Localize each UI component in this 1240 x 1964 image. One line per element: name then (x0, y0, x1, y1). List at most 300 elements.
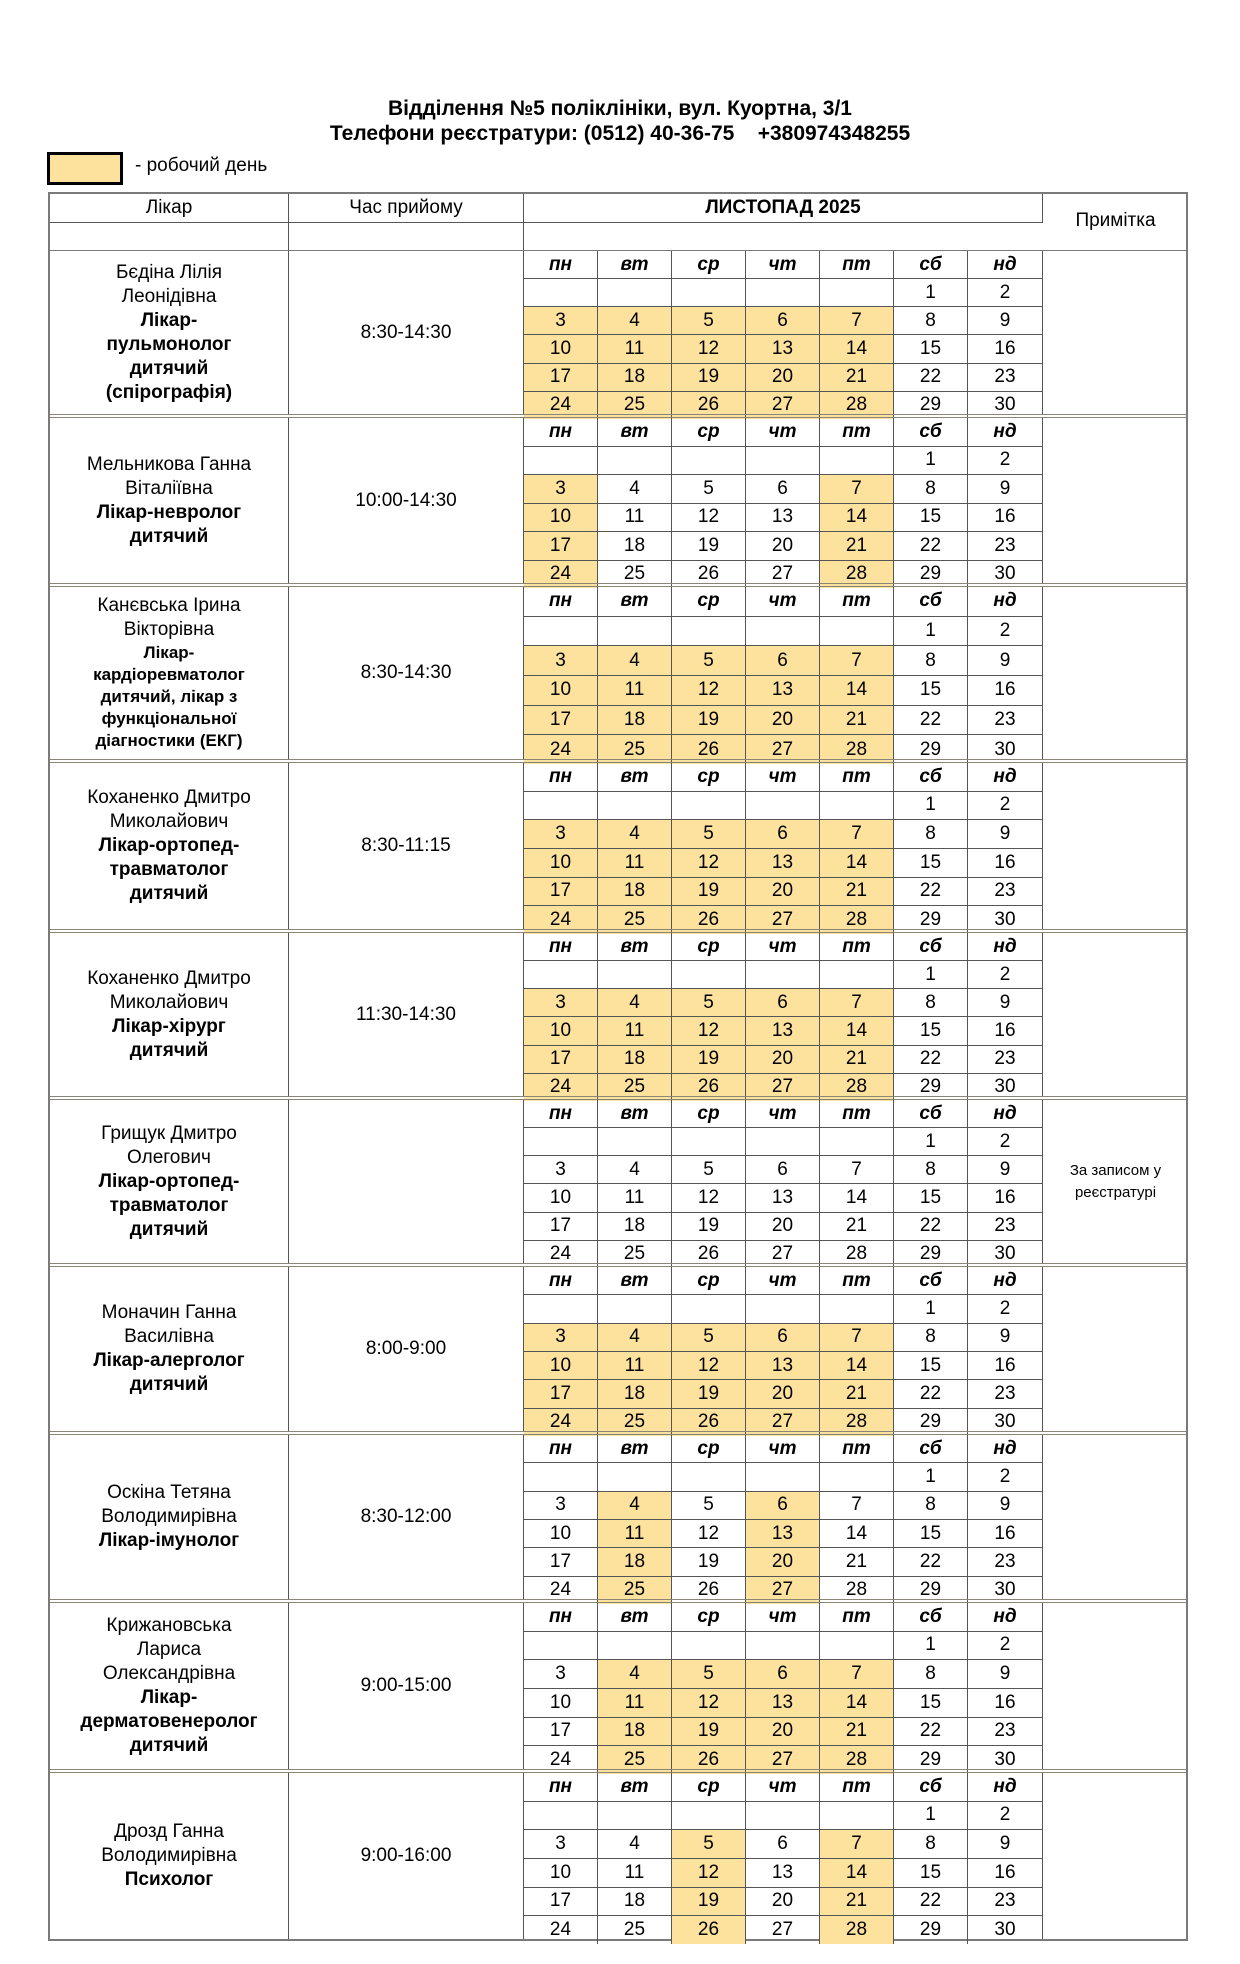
day-cell: 27 (746, 1577, 820, 1604)
doctor-specialty: (спірографія) (105, 381, 233, 403)
day-cell: 14 (820, 1859, 894, 1887)
doctor-specialty: Лікар- (140, 309, 198, 331)
day-cell: 5 (672, 1156, 746, 1183)
day-cell: 30 (994, 1243, 1016, 1265)
doctor-name: Мельникова Ганна (86, 453, 252, 475)
day-cell: 21 (820, 1046, 894, 1073)
doctor-name: Грищук Дмитро (101, 1122, 237, 1144)
day-cell: 29 (894, 1577, 968, 1604)
day-cell: 5 (672, 820, 746, 848)
month-calendar (524, 763, 1043, 929)
day-cell: 2 (999, 1297, 1011, 1319)
day-cell (672, 961, 746, 988)
day-cell: 19 (672, 1046, 746, 1073)
doctor-specialty: Лікар-невролог (96, 501, 242, 523)
day-cell (672, 279, 746, 306)
day-cell: 24 (524, 1241, 598, 1268)
day-cell: 20 (746, 1046, 820, 1073)
day-cell: 27 (746, 1746, 820, 1774)
doctor-name: Коханенко Дмитро (87, 787, 251, 808)
day-cell: 19 (672, 1888, 746, 1916)
day-cell: 27 (746, 1241, 820, 1268)
day-cell: 23 (994, 1215, 1016, 1237)
note-cell (1043, 1435, 1188, 1599)
doctor-specialty: кардіоревматолог (93, 665, 245, 684)
note-cell: За записом у реєстратурі (1069, 1161, 1162, 1201)
doctor-name: Василівна (124, 1326, 214, 1347)
doctor-specialty: дитячий (129, 1039, 209, 1061)
day-cell: 21 (820, 364, 894, 391)
day-cell: 3 (524, 820, 598, 848)
day-cell: 19 (672, 532, 746, 560)
day-cell (746, 1802, 820, 1830)
week-row (524, 1463, 1042, 1491)
day-cell (524, 279, 598, 306)
weekday-label: ср (672, 251, 746, 278)
day-cell: 28 (820, 561, 894, 589)
week-row (524, 1295, 1042, 1323)
day-cell: 25 (598, 1241, 672, 1268)
day-cell: 11 (598, 676, 672, 705)
day-cell: 26 (672, 1916, 746, 1944)
weekday-label: чт (746, 763, 820, 791)
weekday-row (524, 1603, 1042, 1632)
reception-time: 8:30-11:15 (289, 763, 524, 929)
day-cell: 22 (894, 1046, 968, 1073)
day-cell: 4 (598, 1156, 672, 1183)
day-cell: 27 (746, 1074, 820, 1101)
weekday-row (524, 1267, 1042, 1295)
day-cell: 24 (524, 1746, 598, 1774)
day-cell: 25 (598, 735, 672, 764)
doctor-block (50, 759, 1186, 929)
week-row (524, 1888, 1042, 1917)
day-cell: 17 (524, 1718, 598, 1746)
schedule-table (48, 192, 1188, 1941)
day-cell: 9 (999, 1833, 1011, 1855)
weekday-label: чт (746, 251, 820, 278)
weekday-label: ср (672, 1100, 746, 1127)
day-cell: 21 (820, 1213, 894, 1240)
day-cell: 21 (820, 1380, 894, 1407)
day-cell: 12 (672, 1520, 746, 1547)
day-cell: 14 (820, 1184, 894, 1211)
day-cell: 11 (598, 1520, 672, 1547)
week-row (524, 792, 1042, 821)
day-cell: 2 (999, 449, 1011, 471)
week-row (524, 1352, 1042, 1380)
doctor-cell (50, 1100, 289, 1263)
doctor-specialty: Лікар-алерголог (93, 1350, 245, 1371)
day-cell: 23 (994, 1550, 1016, 1572)
day-cell: 15 (894, 1689, 968, 1717)
reception-time: 11:30-14:30 (289, 933, 524, 1096)
day-cell: 25 (598, 1746, 672, 1774)
day-cell (746, 447, 820, 475)
weekday-label: ср (672, 933, 746, 960)
weekday-label: пн (524, 1603, 598, 1631)
day-cell: 26 (672, 561, 746, 589)
day-cell: 15 (894, 849, 968, 877)
day-cell: 7 (820, 475, 894, 503)
day-cell: 25 (598, 1577, 672, 1604)
day-cell: 6 (746, 1156, 820, 1183)
day-cell: 19 (672, 1213, 746, 1240)
weekday-row (524, 1100, 1042, 1128)
day-cell: 10 (524, 1859, 598, 1887)
day-cell: 7 (820, 989, 894, 1016)
week-row (524, 1324, 1042, 1352)
day-cell (746, 279, 820, 306)
day-cell: 16 (994, 506, 1016, 528)
day-cell: 4 (598, 1324, 672, 1351)
doctor-specialty: травматолог (109, 859, 229, 880)
day-cell: 18 (598, 1380, 672, 1407)
weekday-label: сб (894, 1435, 968, 1462)
day-cell: 20 (746, 1888, 820, 1916)
doctor-block (50, 583, 1186, 759)
note-cell (1043, 763, 1188, 929)
day-cell: 7 (820, 1324, 894, 1351)
weekday-label: пт (820, 251, 894, 278)
day-cell: 18 (598, 532, 672, 560)
day-cell: 14 (820, 504, 894, 532)
day-cell: 28 (820, 735, 894, 764)
day-cell: 23 (994, 366, 1016, 388)
day-cell: 6 (746, 646, 820, 675)
doctor-specialty: Лікар-імунолог (98, 1530, 240, 1551)
day-cell: 26 (672, 392, 746, 419)
weekday-row (524, 933, 1042, 961)
day-cell: 13 (746, 335, 820, 362)
week-row (524, 1520, 1042, 1548)
day-cell: 26 (672, 735, 746, 764)
doctor-name: Коханенко Дмитро (87, 967, 251, 989)
day-cell: 27 (746, 1409, 820, 1436)
doctor-specialty: діагностики (ЕКГ) (95, 731, 243, 750)
day-cell: 24 (524, 392, 598, 419)
doctor-cell (50, 1603, 289, 1769)
doctor-specialty: Лікар- (143, 643, 195, 662)
weekday-label: нд (993, 765, 1017, 787)
week-row (524, 1830, 1042, 1859)
day-cell: 7 (820, 1156, 894, 1183)
week-row (524, 475, 1042, 504)
day-cell: 3 (524, 1324, 598, 1351)
doctor-specialty: функціональної (101, 709, 237, 728)
day-cell: 4 (598, 1830, 672, 1858)
day-cell: 16 (994, 1522, 1016, 1544)
doctor-cell (50, 1773, 289, 1939)
day-cell: 25 (598, 1916, 672, 1944)
doctor-cell (50, 587, 289, 759)
day-cell: 6 (746, 307, 820, 334)
day-cell: 30 (994, 1579, 1016, 1601)
day-cell: 23 (994, 708, 1016, 730)
day-cell: 1 (894, 617, 968, 646)
day-cell: 29 (894, 735, 968, 764)
day-cell: 12 (672, 676, 746, 705)
doctor-name: Вікторівна (123, 619, 215, 640)
day-cell: 15 (894, 1520, 968, 1547)
doctor-specialty: дитячий (129, 883, 209, 904)
day-cell: 8 (894, 1156, 968, 1183)
day-cell: 20 (746, 878, 820, 906)
day-cell: 24 (524, 735, 598, 764)
day-cell: 18 (598, 1718, 672, 1746)
weekday-label: вт (598, 1267, 672, 1294)
day-cell: 5 (672, 646, 746, 675)
weekday-label: ср (672, 418, 746, 446)
weekday-label: нд (993, 1269, 1017, 1291)
week-row (524, 820, 1042, 849)
week-row (524, 1184, 1042, 1212)
day-cell: 14 (820, 335, 894, 362)
day-cell (820, 961, 894, 988)
day-cell: 12 (672, 849, 746, 877)
day-cell: 4 (598, 989, 672, 1016)
legend-label: - робочий день (135, 155, 268, 176)
day-cell: 20 (746, 364, 820, 391)
day-cell: 6 (746, 1660, 820, 1688)
weekday-row (524, 251, 1042, 279)
day-cell: 7 (820, 1660, 894, 1688)
day-cell (598, 792, 672, 820)
day-cell: 9 (999, 991, 1011, 1013)
day-cell: 12 (672, 1017, 746, 1044)
day-cell: 28 (820, 906, 894, 934)
day-cell: 12 (672, 1352, 746, 1379)
note-cell (1043, 251, 1188, 414)
week-row (524, 646, 1042, 676)
header-month: ЛИСТОПАД 2025 (524, 194, 1043, 223)
weekday-label: сб (894, 933, 968, 960)
week-row (524, 1128, 1042, 1156)
day-cell: 1 (894, 447, 968, 475)
day-cell: 12 (672, 1859, 746, 1887)
day-cell (820, 1463, 894, 1490)
day-cell: 1 (894, 1802, 968, 1830)
day-cell: 15 (894, 504, 968, 532)
day-cell: 14 (820, 1352, 894, 1379)
week-row (524, 1689, 1042, 1718)
doctor-cell (50, 1267, 289, 1431)
day-cell: 26 (672, 1409, 746, 1436)
weekday-label: сб (894, 418, 968, 446)
day-cell: 24 (524, 1916, 598, 1944)
week-row (524, 447, 1042, 476)
reception-time: 10:00-14:30 (289, 418, 524, 583)
day-cell: 23 (994, 1890, 1016, 1912)
note-cell (1043, 1603, 1188, 1769)
doctor-blocks (50, 251, 1186, 1939)
doctor-specialty: дитячий (129, 357, 209, 379)
day-cell: 27 (746, 906, 820, 934)
day-cell: 8 (894, 1324, 968, 1351)
week-row (524, 1660, 1042, 1689)
day-cell: 11 (598, 1184, 672, 1211)
day-cell (820, 1128, 894, 1155)
day-cell: 28 (820, 1241, 894, 1268)
day-cell: 3 (524, 989, 598, 1016)
month-calendar (524, 933, 1043, 1096)
day-cell (820, 447, 894, 475)
day-cell (672, 1632, 746, 1660)
day-cell (746, 961, 820, 988)
doctor-name: Оскіна Тетяна (107, 1482, 231, 1503)
reception-time: 8:30-14:30 (289, 587, 524, 759)
day-cell: 15 (894, 1184, 968, 1211)
weekday-label: вт (598, 933, 672, 960)
week-row (524, 1492, 1042, 1520)
day-cell: 17 (524, 1548, 598, 1575)
month-calendar (524, 1603, 1043, 1769)
day-cell (820, 279, 894, 306)
day-cell: 24 (524, 1577, 598, 1604)
day-cell (524, 961, 598, 988)
doctor-block (50, 1263, 1186, 1431)
week-row (524, 961, 1042, 989)
doctor-specialty: дитячий (129, 525, 209, 547)
day-cell (746, 792, 820, 820)
day-cell (524, 792, 598, 820)
day-cell: 27 (746, 392, 820, 419)
doctor-specialty: Психолог (124, 1869, 214, 1890)
weekday-label: пт (820, 418, 894, 446)
day-cell: 20 (746, 1548, 820, 1575)
day-cell: 20 (746, 1380, 820, 1407)
day-cell: 16 (994, 1691, 1016, 1713)
day-cell: 21 (820, 1718, 894, 1746)
day-cell: 18 (598, 1213, 672, 1240)
day-cell (820, 617, 894, 646)
day-cell: 6 (746, 475, 820, 503)
day-cell: 11 (598, 504, 672, 532)
day-cell: 2 (999, 1634, 1011, 1656)
month-calendar (524, 1435, 1043, 1599)
day-cell: 1 (894, 1295, 968, 1322)
weekday-label: чт (746, 1435, 820, 1462)
day-cell (746, 1463, 820, 1490)
day-cell: 15 (894, 1859, 968, 1887)
day-cell: 10 (524, 1352, 598, 1379)
day-cell: 14 (820, 849, 894, 877)
day-cell: 11 (598, 1859, 672, 1887)
day-cell: 3 (524, 1492, 598, 1519)
day-cell (524, 1295, 598, 1322)
day-cell: 6 (746, 1492, 820, 1519)
day-cell: 3 (524, 1660, 598, 1688)
doctor-name: Бєдіна Лілія (115, 261, 223, 283)
doctor-specialty: дитячий (129, 1374, 209, 1395)
doctor-block (50, 1769, 1186, 1939)
weekday-row (524, 587, 1042, 617)
day-cell: 24 (524, 1409, 598, 1436)
day-cell (820, 1295, 894, 1322)
day-cell: 30 (994, 1749, 1016, 1771)
day-cell: 19 (672, 706, 746, 735)
day-cell: 28 (820, 1577, 894, 1604)
header-spacer (50, 223, 289, 250)
day-cell: 5 (672, 307, 746, 334)
weekday-label: вт (598, 1773, 672, 1801)
day-cell: 23 (994, 534, 1016, 556)
week-row (524, 617, 1042, 647)
day-cell: 30 (994, 1076, 1016, 1098)
day-cell: 26 (672, 1074, 746, 1101)
day-cell: 10 (524, 1184, 598, 1211)
day-cell: 19 (672, 1718, 746, 1746)
day-cell: 13 (746, 1184, 820, 1211)
day-cell: 9 (999, 477, 1011, 499)
day-cell: 19 (672, 1548, 746, 1575)
day-cell: 3 (524, 1830, 598, 1858)
week-row (524, 307, 1042, 335)
weekday-label: сб (894, 1773, 968, 1801)
day-cell: 1 (894, 1128, 968, 1155)
day-cell: 13 (746, 676, 820, 705)
day-cell: 16 (994, 851, 1016, 873)
day-cell: 2 (999, 1804, 1011, 1826)
day-cell: 28 (820, 1409, 894, 1436)
day-cell: 21 (820, 878, 894, 906)
day-cell: 20 (746, 1718, 820, 1746)
day-cell (598, 961, 672, 988)
day-cell: 7 (820, 1830, 894, 1858)
day-cell: 5 (672, 1492, 746, 1519)
day-cell: 22 (894, 532, 968, 560)
week-row (524, 849, 1042, 878)
doctor-specialty: пульмонолог (106, 333, 232, 355)
day-cell: 6 (746, 820, 820, 848)
doctor-name: Володимирівна (101, 1506, 237, 1527)
reception-time (289, 1100, 524, 1263)
day-cell: 8 (894, 475, 968, 503)
month-calendar (524, 1773, 1043, 1939)
doctor-cell (50, 418, 289, 583)
weekday-label: нд (993, 420, 1017, 442)
day-cell: 23 (994, 1048, 1016, 1070)
weekday-label: пн (524, 251, 598, 278)
day-cell: 24 (524, 1074, 598, 1101)
weekday-label: сб (894, 1100, 968, 1127)
day-cell: 9 (999, 1494, 1011, 1516)
day-cell (524, 447, 598, 475)
day-cell: 28 (820, 392, 894, 419)
doctor-specialty: Лікар-ортопед- (98, 835, 240, 856)
week-row (524, 1859, 1042, 1888)
day-cell: 3 (524, 475, 598, 503)
day-cell: 21 (820, 532, 894, 560)
day-cell: 21 (820, 706, 894, 735)
day-cell: 13 (746, 849, 820, 877)
day-cell: 22 (894, 1548, 968, 1575)
doctor-specialty: дитячий (129, 1735, 209, 1756)
doctor-name: Олегович (127, 1146, 211, 1168)
day-cell: 17 (524, 364, 598, 391)
week-row (524, 532, 1042, 561)
doctor-specialty: травматолог (109, 1194, 229, 1216)
day-cell: 11 (598, 1017, 672, 1044)
weekday-label: ср (672, 1773, 746, 1801)
day-cell: 25 (598, 561, 672, 589)
day-cell: 15 (894, 335, 968, 362)
doctor-cell (50, 763, 289, 929)
day-cell: 28 (820, 1746, 894, 1774)
day-cell: 20 (746, 1213, 820, 1240)
weekday-label: пт (820, 763, 894, 791)
day-cell: 28 (820, 1074, 894, 1101)
